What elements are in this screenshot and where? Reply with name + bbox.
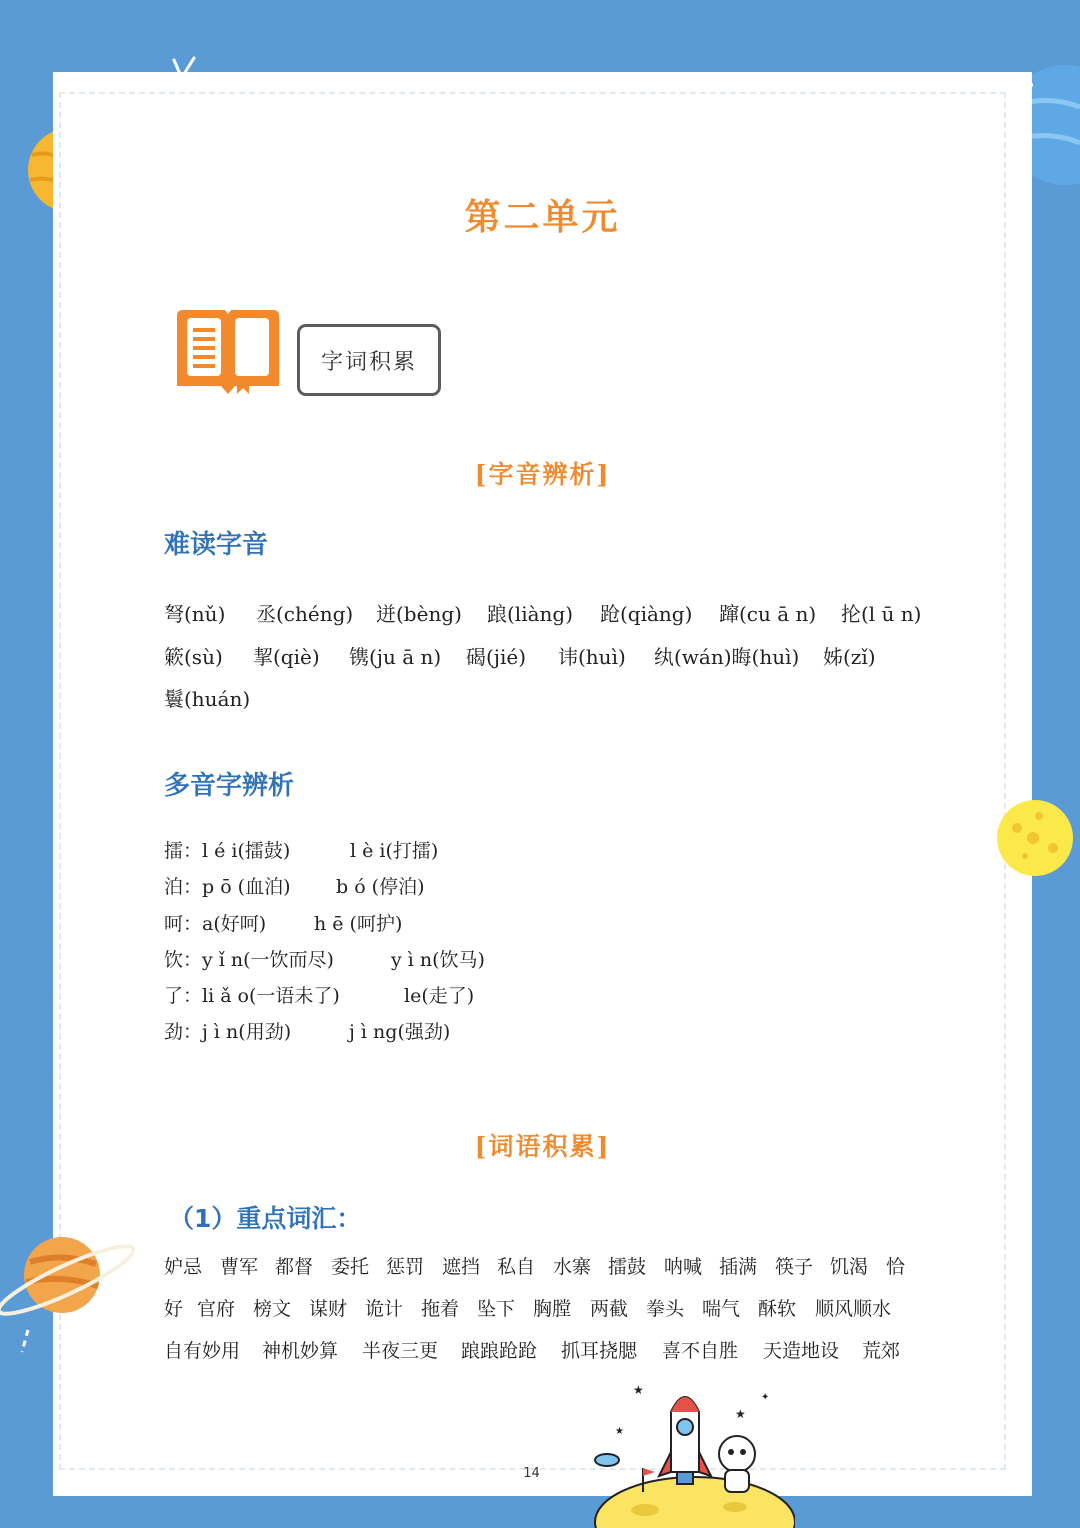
vocab-word: 踉踉跄跄 <box>461 1340 538 1362</box>
page-number: 14 <box>523 1466 540 1481</box>
char-item: 鬟(huán) <box>164 687 251 711</box>
unit-title: 第二单元 <box>464 196 621 238</box>
vocab-word: 坠下 <box>477 1298 516 1320</box>
vocab-word: 妒忌 <box>164 1256 203 1278</box>
char-item: 镌(ju ā n) <box>349 645 442 669</box>
polyphone-reading: l è i(打擂) <box>350 840 439 862</box>
polyphone-heading: 多音字辨析 <box>164 771 295 801</box>
vocab-word: 谋财 <box>309 1298 348 1320</box>
polyphone-reading: 泊：p ō (血泊) <box>164 876 291 899</box>
char-item: 碣(jié) <box>466 645 527 669</box>
vocab-word: 曹军 <box>220 1256 259 1278</box>
char-item: 讳(huì) <box>558 645 626 669</box>
section-label-box: 字词积累 <box>297 324 441 396</box>
char-item: 迸(bèng) <box>376 602 462 626</box>
polyphone-reading: 了：li ǎ o(一语未了) <box>164 985 340 1008</box>
svg-text:★: ★ <box>735 1407 746 1421</box>
vocab-word: 惩罚 <box>386 1256 425 1278</box>
vocab-word: 恰 <box>886 1256 906 1278</box>
vocab-word: 天造地设 <box>763 1340 840 1362</box>
vocab-word: 饥渴 <box>830 1256 869 1278</box>
page-sheet <box>53 72 1032 1496</box>
polyphone-reading: 劲：j ì n(用劲) <box>164 1021 292 1044</box>
vocab-word: 胸膛 <box>533 1298 572 1320</box>
vocab-word: 擂鼓 <box>608 1256 647 1278</box>
vocab-word: 诡计 <box>365 1298 404 1320</box>
vocab-word: 抓耳挠腮 <box>561 1340 638 1362</box>
vocab-word: 顺风顺水 <box>815 1298 892 1320</box>
char-item: 抡(l ū n) <box>841 602 922 626</box>
vocab-word: 喜不自胜 <box>662 1340 739 1362</box>
vocab-word: 委托 <box>331 1256 370 1278</box>
vocab-word: 筷子 <box>775 1256 814 1278</box>
char-item: 丞(chéng) <box>256 602 354 626</box>
open-book-icon <box>173 306 283 398</box>
vocab-word: 自有妙用 <box>164 1340 241 1362</box>
char-item: 纨(wán)晦(huì) <box>654 645 800 669</box>
svg-text:✦: ✦ <box>761 1392 770 1403</box>
vocab-word: 好 <box>164 1298 184 1320</box>
polyphone-reading: 呵：a(好呵) <box>164 912 267 935</box>
polyphone-reading: le(走了) <box>404 985 475 1008</box>
hard-reading-heading: 难读字音 <box>164 530 269 560</box>
vocab-word: 两截 <box>590 1298 629 1320</box>
vocab-word: 水寨 <box>553 1256 592 1278</box>
svg-text:★: ★ <box>615 1426 624 1437</box>
vocab-word: 神机妙算 <box>262 1340 339 1362</box>
vocab-word: 半夜三更 <box>362 1340 439 1362</box>
polyphone-reading: j ì ng(强劲) <box>349 1021 451 1044</box>
polyphone-reading: 擂：l é i(擂鼓) <box>164 840 291 862</box>
polyphone-reading: b ó (停泊) <box>336 876 425 899</box>
vocab-word: 官府 <box>197 1298 236 1320</box>
polyphone-reading: y ì n(饮马) <box>391 948 485 971</box>
char-item: 挈(qiè) <box>253 645 320 669</box>
vocab-word: 酥软 <box>758 1298 797 1320</box>
char-item: 蹿(cu ā n) <box>719 602 817 626</box>
moon-icon <box>995 798 1075 878</box>
rocket-astronaut-illustration <box>585 1372 795 1528</box>
char-item: 簌(sù) <box>164 645 223 669</box>
key-vocab-heading: （1）重点词汇： <box>169 1204 362 1233</box>
char-item: 姊(zǐ) <box>823 645 876 669</box>
vocab-word: 私自 <box>497 1256 536 1278</box>
char-item: 踉(liàng) <box>487 602 574 626</box>
svg-text:★: ★ <box>633 1383 644 1397</box>
vocab-word: 呐喊 <box>664 1256 703 1278</box>
phonetics-heading: [字音辨析] <box>474 460 611 489</box>
vocab-word: 荒郊 <box>862 1340 901 1362</box>
char-item: 弩(nǔ) <box>164 602 226 626</box>
vocab-word: 榜文 <box>253 1298 292 1320</box>
char-item: 跄(qiàng) <box>600 602 693 626</box>
vocab-word: 都督 <box>275 1256 314 1278</box>
vocab-word: 遮挡 <box>442 1256 481 1278</box>
polyphone-reading: 饮：y ǐ n(一饮而尽) <box>164 948 334 971</box>
vocab-word: 拖着 <box>421 1298 460 1320</box>
vocab-heading: [词语积累] <box>474 1132 611 1161</box>
vocab-word: 喘气 <box>702 1298 741 1320</box>
vocab-word: 插满 <box>719 1256 758 1278</box>
ringed-planet-icon <box>0 1230 145 1360</box>
polyphone-reading: h ē (呵护) <box>314 912 403 935</box>
vocab-word: 拳头 <box>646 1298 685 1320</box>
